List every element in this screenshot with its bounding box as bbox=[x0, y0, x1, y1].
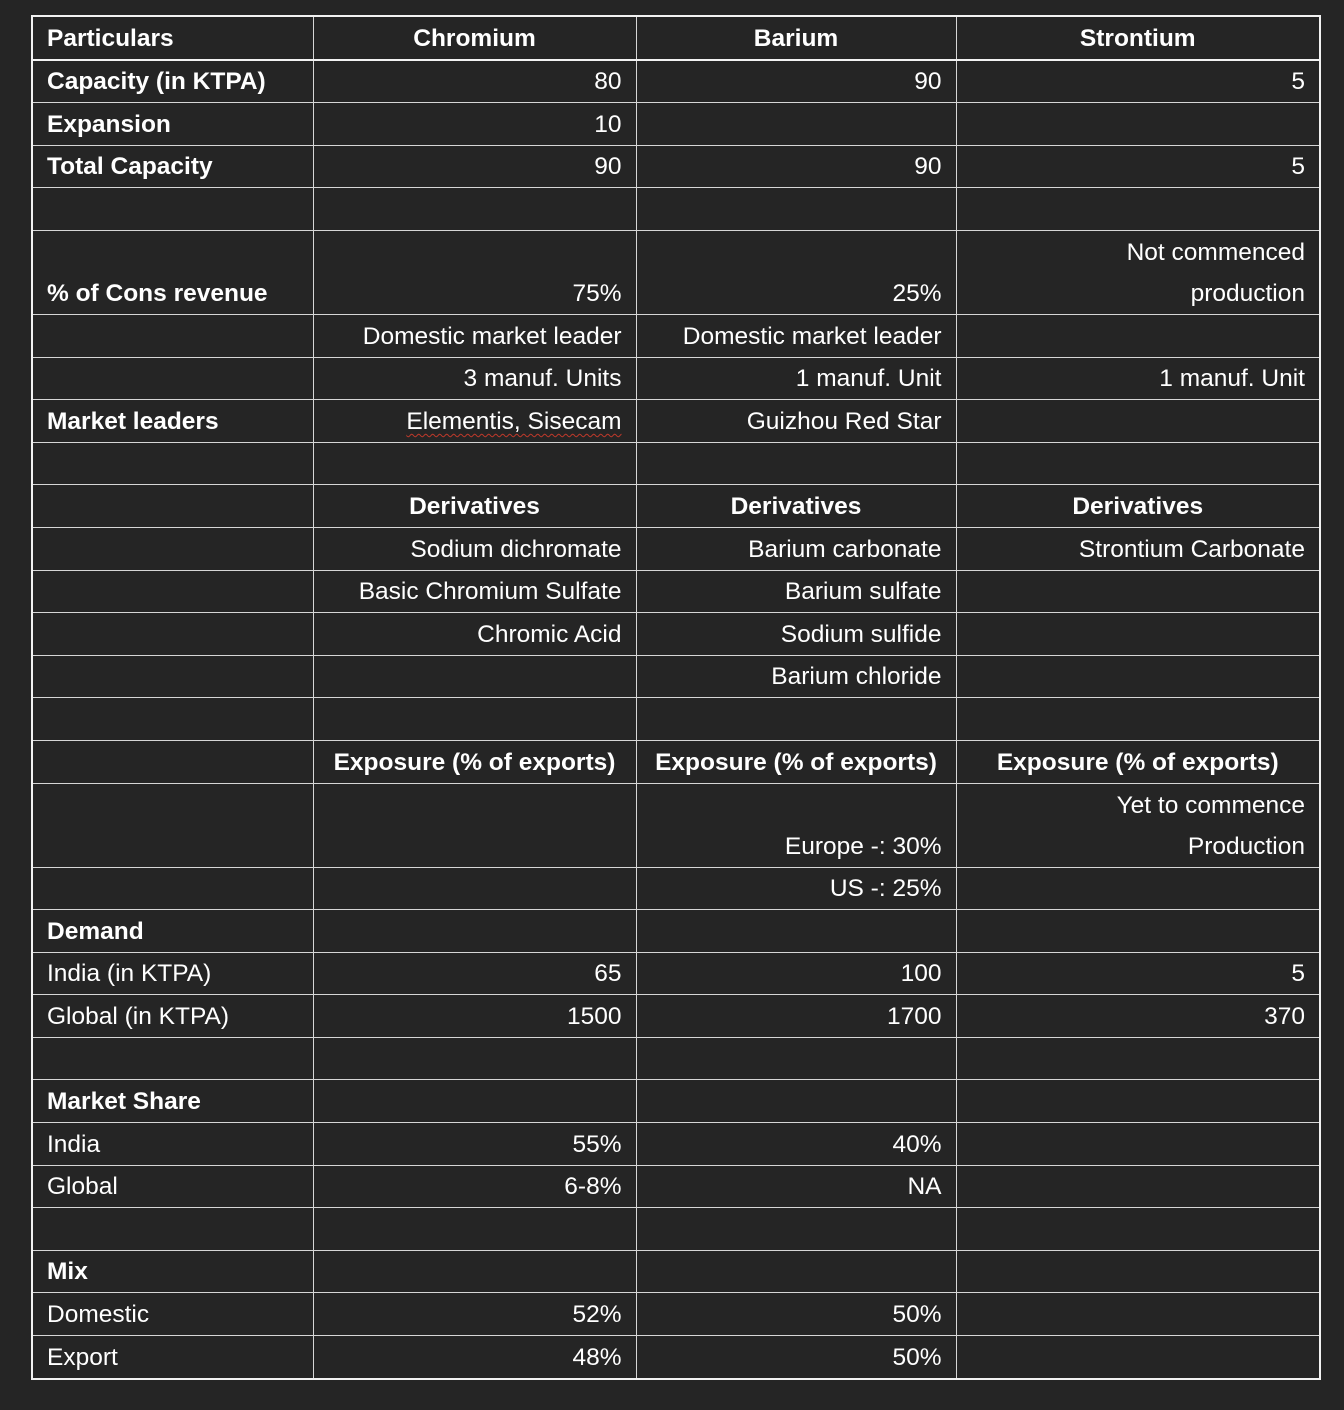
demand-global-strontium[interactable]: 370 bbox=[956, 995, 1320, 1038]
total-capacity-row bbox=[32, 145, 1320, 188]
derivative-chromium[interactable] bbox=[313, 570, 636, 613]
capacity-barium[interactable]: 90 bbox=[636, 60, 956, 103]
total-capacity-strontium[interactable]: 5 bbox=[956, 145, 1320, 188]
derivatives-heading-barium[interactable]: Derivatives bbox=[636, 485, 956, 528]
demand-india-chromium[interactable]: 65 bbox=[313, 952, 636, 995]
expansion-strontium[interactable] bbox=[956, 103, 1320, 146]
total-capacity-barium[interactable]: 90 bbox=[636, 145, 956, 188]
empty-cell[interactable] bbox=[313, 442, 636, 485]
empty-cell[interactable] bbox=[313, 698, 636, 741]
market-leaders-barium[interactable] bbox=[636, 400, 956, 443]
derivative-chromium[interactable]: Sodium dichromate bbox=[313, 527, 636, 570]
total-capacity-chromium[interactable]: 90 bbox=[313, 145, 636, 188]
market-leaders-label[interactable]: Market leaders bbox=[32, 400, 313, 443]
leader-barium[interactable]: Domestic market leader bbox=[636, 314, 956, 357]
mix-export-barium[interactable]: 50% bbox=[636, 1336, 956, 1379]
empty-cell[interactable] bbox=[636, 1250, 956, 1293]
empty-cell[interactable] bbox=[636, 910, 956, 953]
empty-row bbox=[32, 188, 1320, 231]
mix-domestic-label[interactable]: Domestic bbox=[32, 1293, 313, 1336]
derivatives-heading-row bbox=[32, 485, 1320, 528]
derivative-strontium[interactable] bbox=[956, 613, 1320, 656]
empty-cell[interactable] bbox=[956, 1208, 1320, 1251]
exposure-heading-chromium[interactable]: Exposure (% of exports) bbox=[313, 740, 636, 783]
empty-cell[interactable] bbox=[32, 655, 313, 698]
cons-revenue-chromium[interactable]: 75% bbox=[313, 230, 636, 314]
derivative-chromium[interactable] bbox=[313, 655, 636, 698]
market-share-global-row bbox=[32, 1165, 1320, 1208]
market-share-india-chromium[interactable]: 55% bbox=[313, 1123, 636, 1166]
expansion-row bbox=[32, 103, 1320, 146]
derivative-strontium[interactable] bbox=[956, 655, 1320, 698]
cons-revenue-row bbox=[32, 230, 1320, 314]
market-share-global-barium[interactable]: NA bbox=[636, 1165, 956, 1208]
exposure-barium-europe[interactable]: Europe -: 30% bbox=[636, 783, 956, 867]
market-leaders-row bbox=[32, 400, 1320, 443]
header-particulars[interactable]: Particulars bbox=[32, 16, 313, 60]
empty-cell[interactable] bbox=[636, 1080, 956, 1123]
market-share-global-label[interactable]: Global bbox=[32, 1165, 313, 1208]
mix-export-label[interactable]: Export bbox=[32, 1336, 313, 1379]
capacity-strontium[interactable]: 5 bbox=[956, 60, 1320, 103]
empty-cell[interactable] bbox=[32, 613, 313, 656]
market-leaders-chromium[interactable] bbox=[313, 400, 636, 443]
derivative-chromium[interactable]: Chromic Acid bbox=[313, 613, 636, 656]
empty-cell[interactable] bbox=[956, 442, 1320, 485]
derivative-barium[interactable] bbox=[636, 570, 956, 613]
derivatives-heading-chromium[interactable]: Derivatives bbox=[313, 485, 636, 528]
exposure-strontium-line2: Production bbox=[1187, 832, 1305, 860]
empty-cell[interactable] bbox=[956, 1336, 1320, 1379]
market-share-india-barium[interactable]: 40% bbox=[636, 1123, 956, 1166]
empty-cell[interactable] bbox=[636, 1208, 956, 1251]
empty-cell[interactable] bbox=[32, 357, 313, 400]
empty-cell[interactable] bbox=[956, 1165, 1320, 1208]
exposure-heading-strontium[interactable]: Exposure (% of exports) bbox=[956, 740, 1320, 783]
market-leaders-chromium-text: Elementis, Sisecam bbox=[406, 407, 622, 435]
empty-cell[interactable] bbox=[956, 400, 1320, 443]
empty-cell[interactable] bbox=[956, 910, 1320, 953]
capacity-row bbox=[32, 60, 1320, 103]
mix-domestic-row bbox=[32, 1293, 1320, 1336]
empty-cell[interactable] bbox=[32, 485, 313, 528]
empty-cell[interactable] bbox=[32, 698, 313, 741]
demand-india-row bbox=[32, 952, 1320, 995]
cons-revenue-strontium[interactable] bbox=[956, 230, 1320, 314]
empty-cell[interactable] bbox=[32, 783, 313, 867]
capacity-label[interactable]: Capacity (in KTPA) bbox=[32, 60, 313, 103]
cons-revenue-strontium-line2: production bbox=[1190, 279, 1305, 307]
header-chromium[interactable]: Chromium bbox=[313, 16, 636, 60]
derivatives-row bbox=[32, 655, 1320, 698]
expansion-label[interactable]: Expansion bbox=[32, 103, 313, 146]
empty-cell[interactable] bbox=[956, 314, 1320, 357]
units-strontium[interactable]: 1 manuf. Unit bbox=[956, 357, 1320, 400]
empty-cell[interactable] bbox=[313, 867, 636, 910]
market-share-global-chromium[interactable]: 6-8% bbox=[313, 1165, 636, 1208]
units-barium[interactable]: 1 manuf. Unit bbox=[636, 357, 956, 400]
demand-global-row bbox=[32, 995, 1320, 1038]
cons-revenue-strontium-line1: Not commenced bbox=[1126, 238, 1305, 266]
empty-cell[interactable] bbox=[636, 442, 956, 485]
exposure-row bbox=[32, 783, 1320, 867]
header-barium[interactable]: Barium bbox=[636, 16, 956, 60]
derivative-chromium-text: Basic Chromium Sulfate bbox=[358, 578, 622, 606]
exposure-strontium-line1: Yet to commence bbox=[1116, 791, 1305, 819]
demand-label[interactable]: Demand bbox=[32, 910, 313, 953]
empty-cell[interactable] bbox=[956, 188, 1320, 231]
empty-cell[interactable] bbox=[956, 1293, 1320, 1336]
exposure-heading-row bbox=[32, 740, 1320, 783]
derivatives-row bbox=[32, 570, 1320, 613]
header-strontium[interactable]: Strontium bbox=[956, 16, 1320, 60]
mix-domestic-chromium[interactable]: 52% bbox=[313, 1293, 636, 1336]
demand-india-barium[interactable]: 100 bbox=[636, 952, 956, 995]
empty-row bbox=[32, 1208, 1320, 1251]
exposure-us-row bbox=[32, 867, 1320, 910]
mix-label[interactable]: Mix bbox=[32, 1250, 313, 1293]
demand-global-label[interactable]: Global (in KTPA) bbox=[32, 995, 313, 1038]
expansion-barium[interactable] bbox=[636, 103, 956, 146]
market-leaders-barium-text: Guizhou Red Star bbox=[746, 407, 942, 435]
demand-heading-row bbox=[32, 910, 1320, 953]
empty-cell[interactable] bbox=[956, 1037, 1320, 1080]
derivative-strontium[interactable]: Strontium Carbonate bbox=[956, 527, 1320, 570]
derivatives-row bbox=[32, 613, 1320, 656]
empty-cell[interactable] bbox=[956, 1080, 1320, 1123]
exposure-heading-barium[interactable]: Exposure (% of exports) bbox=[636, 740, 956, 783]
empty-row bbox=[32, 1037, 1320, 1080]
empty-cell[interactable] bbox=[313, 783, 636, 867]
empty-cell[interactable] bbox=[636, 698, 956, 741]
units-chromium[interactable]: 3 manuf. Units bbox=[313, 357, 636, 400]
derivative-barium[interactable] bbox=[636, 613, 956, 656]
empty-cell[interactable] bbox=[313, 1250, 636, 1293]
empty-cell[interactable] bbox=[313, 1208, 636, 1251]
total-capacity-label[interactable]: Total Capacity bbox=[32, 145, 313, 188]
derivative-barium[interactable]: Barium chloride bbox=[636, 655, 956, 698]
empty-cell[interactable] bbox=[956, 1123, 1320, 1166]
empty-cell[interactable] bbox=[636, 1037, 956, 1080]
empty-cell[interactable] bbox=[636, 188, 956, 231]
mix-export-row bbox=[32, 1336, 1320, 1379]
empty-cell[interactable] bbox=[313, 910, 636, 953]
empty-cell[interactable] bbox=[32, 1037, 313, 1080]
market-share-india-label[interactable]: India bbox=[32, 1123, 313, 1166]
market-share-label[interactable]: Market Share bbox=[32, 1080, 313, 1123]
derivative-barium-text: Sodium sulfide bbox=[780, 620, 942, 648]
empty-row bbox=[32, 698, 1320, 741]
empty-cell[interactable] bbox=[32, 527, 313, 570]
empty-cell[interactable] bbox=[32, 188, 313, 231]
empty-row bbox=[32, 442, 1320, 485]
expansion-chromium[interactable]: 10 bbox=[313, 103, 636, 146]
empty-cell[interactable] bbox=[32, 867, 313, 910]
leader-chromium[interactable]: Domestic market leader bbox=[313, 314, 636, 357]
derivatives-heading-strontium[interactable]: Derivatives bbox=[956, 485, 1320, 528]
header-row bbox=[32, 16, 1320, 60]
empty-cell[interactable] bbox=[32, 740, 313, 783]
empty-cell[interactable] bbox=[32, 570, 313, 613]
demand-global-chromium[interactable]: 1500 bbox=[313, 995, 636, 1038]
cons-revenue-barium[interactable]: 25% bbox=[636, 230, 956, 314]
empty-cell[interactable] bbox=[32, 442, 313, 485]
derivative-strontium[interactable] bbox=[956, 570, 1320, 613]
empty-cell[interactable] bbox=[956, 1250, 1320, 1293]
demand-india-label[interactable]: India (in KTPA) bbox=[32, 952, 313, 995]
mix-heading-row bbox=[32, 1250, 1320, 1293]
domestic-leader-row bbox=[32, 314, 1320, 357]
empty-cell[interactable] bbox=[32, 314, 313, 357]
exposure-barium-us[interactable]: US -: 25% bbox=[636, 867, 956, 910]
derivative-barium-text: Barium sulfate bbox=[784, 578, 942, 606]
market-share-heading-row bbox=[32, 1080, 1320, 1123]
derivatives-row bbox=[32, 527, 1320, 570]
derivative-barium[interactable]: Barium carbonate bbox=[636, 527, 956, 570]
empty-cell[interactable] bbox=[313, 1080, 636, 1123]
empty-cell[interactable] bbox=[313, 188, 636, 231]
cons-revenue-label[interactable]: % of Cons revenue bbox=[32, 230, 313, 314]
capacity-chromium[interactable]: 80 bbox=[313, 60, 636, 103]
mix-domestic-barium[interactable]: 50% bbox=[636, 1293, 956, 1336]
empty-cell[interactable] bbox=[32, 1208, 313, 1251]
market-share-india-row bbox=[32, 1123, 1320, 1166]
empty-cell[interactable] bbox=[956, 867, 1320, 910]
comparison-table bbox=[31, 15, 1321, 1380]
empty-cell[interactable] bbox=[956, 698, 1320, 741]
mix-export-chromium[interactable]: 48% bbox=[313, 1336, 636, 1379]
demand-india-strontium[interactable]: 5 bbox=[956, 952, 1320, 995]
exposure-strontium[interactable] bbox=[956, 783, 1320, 867]
empty-cell[interactable] bbox=[313, 1037, 636, 1080]
demand-global-barium[interactable]: 1700 bbox=[636, 995, 956, 1038]
units-row bbox=[32, 357, 1320, 400]
